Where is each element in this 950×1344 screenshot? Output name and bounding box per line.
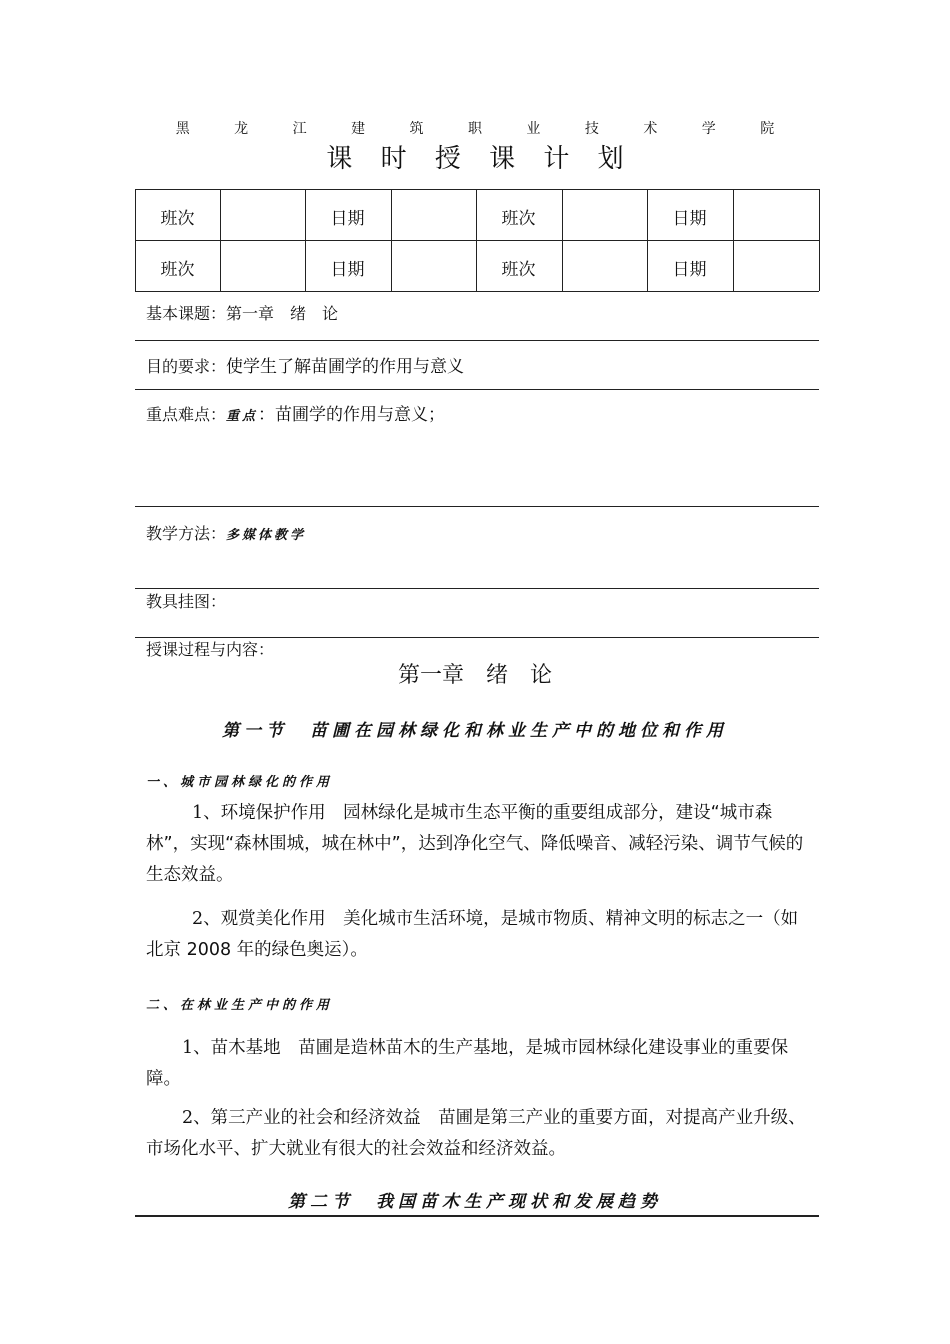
- table-cell: 班次: [160, 209, 195, 229]
- table-cell: 班次: [501, 209, 536, 229]
- table-cell: 日期: [330, 260, 365, 280]
- tools-field: [146, 589, 226, 612]
- paragraph: [146, 904, 814, 966]
- table-top-rule: [135, 189, 819, 190]
- goal-label: 目的要求：: [146, 357, 227, 376]
- table-bottom-rule: [135, 291, 819, 292]
- goal-value: 使学生了解苗圃学的作用与意义: [226, 357, 465, 377]
- paragraph-text: 环境保护作用 园林绿化是城市生态平衡的重要组成部分，建设“城市森林”，实现“森林围城，城在林中”，达到净化空气、降低噪音、减轻污染、调节气候的生态效益。: [146, 803, 804, 885]
- table-cell: 日期: [330, 209, 365, 229]
- paragraph-number: 2、: [192, 909, 221, 929]
- topic-label: 基本课题：: [146, 304, 227, 323]
- paragraph-text: 苗木基地 苗圃是造林苗木的生产基地，是城市园林绿化建设事业的重要保障。: [146, 1038, 789, 1089]
- paragraph-number: 1、: [182, 1038, 211, 1058]
- goal-field: [146, 352, 464, 377]
- paragraph: [146, 798, 814, 891]
- goal-rule: [135, 389, 819, 390]
- table-col-rule: [220, 189, 221, 291]
- key-points-value: ：苗圃学的作用与意义；: [258, 405, 446, 425]
- institution-name: 黑 龙 江 建 筑 职 业 技 术 学 院: [175, 121, 795, 137]
- method-value: 多媒体教学: [226, 528, 307, 543]
- subsection-heading: 二、在林业生产中的作用: [146, 998, 334, 1013]
- paragraph-number: 1、: [192, 803, 221, 823]
- section-heading: 第二节 我国苗木生产现状和发展趋势: [288, 1192, 662, 1212]
- key-points-label: 重点难点：: [146, 405, 227, 424]
- key-points-emphasis: 重点: [226, 409, 259, 424]
- table-col-rule: [391, 189, 392, 291]
- paragraph-text: 第三产业的社会和经济效益 苗圃是第三产业的重要方面，对提高产业升级、市场化水平、扩大就业有很大的社会效益和经济效益。: [146, 1108, 806, 1159]
- chapter-heading: 第一章 绪 论: [397, 663, 552, 688]
- process-field: [146, 637, 274, 660]
- topic-rule: [135, 340, 819, 341]
- method-rule: [135, 588, 819, 589]
- document-title: 课 时 授 课 计 划: [326, 144, 634, 174]
- table-col-rule: [733, 189, 734, 291]
- table-cell: 日期: [672, 209, 707, 229]
- subsection-heading: 一、城市园林绿化的作用: [146, 775, 334, 790]
- tools-label: 教具挂图：: [146, 592, 227, 611]
- table-cell: 日期: [672, 260, 707, 280]
- table-cell: 班次: [501, 260, 536, 280]
- page-bottom-rule: [135, 1215, 819, 1217]
- table-cell: 班次: [160, 260, 195, 280]
- paragraph: [146, 1033, 814, 1095]
- key-points-field: [146, 400, 445, 425]
- table-col-rule: [562, 189, 563, 291]
- table-col-rule: [819, 189, 820, 291]
- paragraph: [146, 1103, 814, 1165]
- key-rule: [135, 506, 819, 507]
- method-label: 教学方法：: [146, 524, 227, 543]
- method-field: [146, 521, 306, 544]
- process-label: 授课过程与内容：: [146, 640, 275, 659]
- section-heading: 第一节 苗圃在园林绿化和林业生产中的地位和作用: [222, 721, 728, 741]
- paragraph-number: 2、: [182, 1108, 211, 1128]
- topic-value: 第一章 绪 论: [226, 304, 339, 323]
- table-mid-rule: [135, 240, 819, 241]
- topic-field: [146, 301, 338, 324]
- paragraph-text: 观赏美化作用 美化城市生活环境，是城市物质、精神文明的标志之一（如北京 2008 年的绿色奥运）。: [146, 909, 799, 960]
